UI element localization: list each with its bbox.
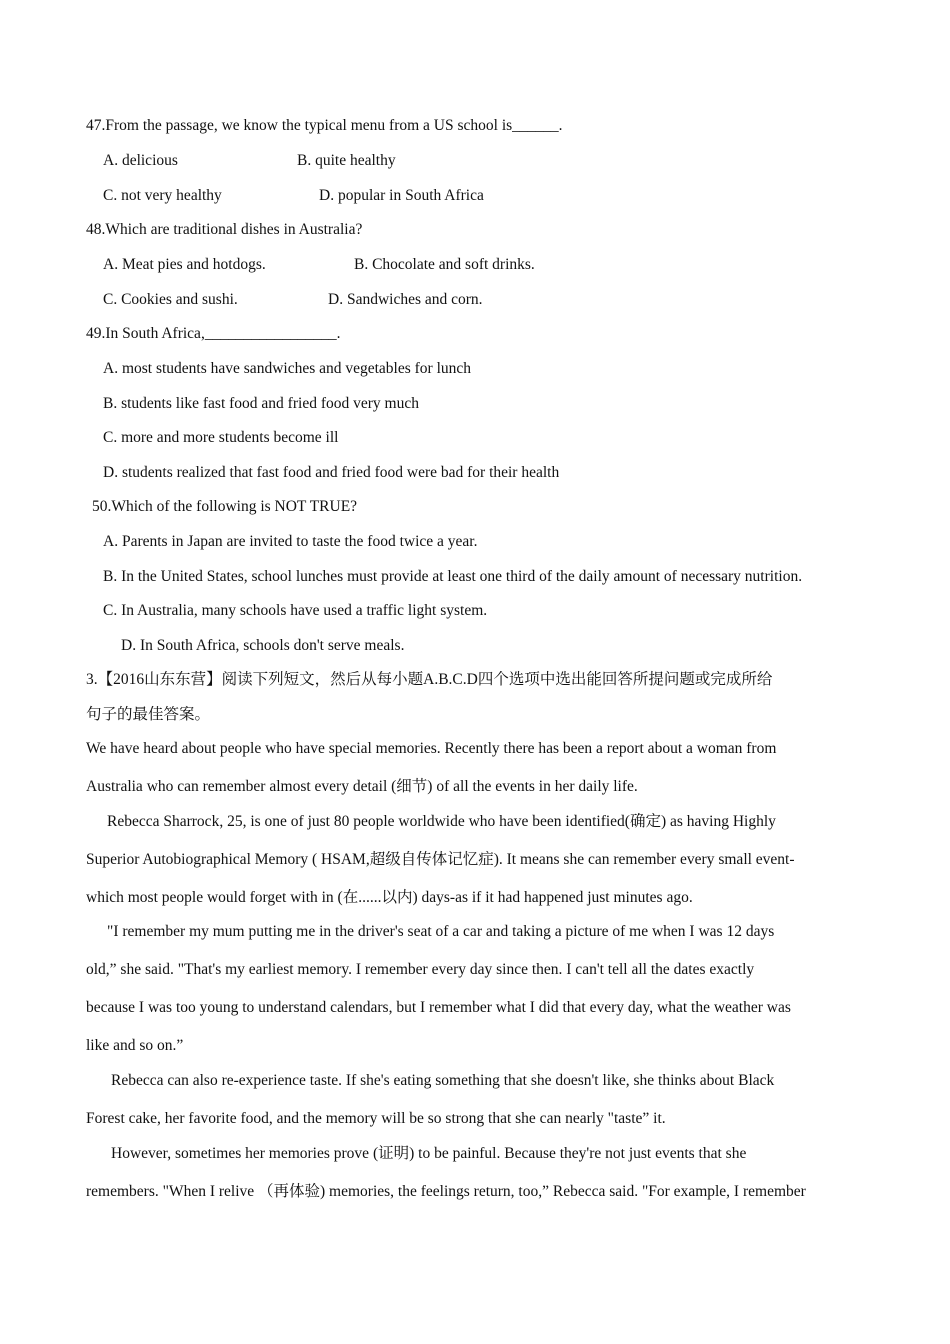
question-47-option-a: A. delicious bbox=[103, 152, 178, 169]
question-49-option-b: B. students like fast food and fried food very much bbox=[103, 395, 419, 412]
question-49-option-c: C. more and more students become ill bbox=[103, 429, 339, 446]
question-48-option-a: A. Meat pies and hotdogs. bbox=[103, 256, 266, 273]
passage-line: Rebecca can also re-experience taste. If she's eating something that she doesn't like, she thinks about Black bbox=[111, 1072, 775, 1089]
passage-line: Rebecca Sharrock, 25, is one of just 80 people worldwide who have been identified(确定) as having Highly bbox=[107, 813, 776, 830]
question-47-option-d: D. popular in South Africa bbox=[319, 187, 484, 204]
section-heading-line-2: 句子的最佳答案。 bbox=[86, 706, 211, 723]
passage-line: Australia who can remember almost every detail (细节) of all the events in her daily life. bbox=[86, 778, 638, 795]
passage-line: old,” she said. "That's my earliest memory. I remember every day since then. I can't tell all the dates exactly bbox=[86, 961, 755, 978]
question-47-option-c: C. not very healthy bbox=[103, 187, 222, 204]
question-50-option-a: A. Parents in Japan are invited to taste the food twice a year. bbox=[103, 533, 478, 550]
question-47-option-b: B. quite healthy bbox=[297, 152, 396, 169]
question-50-stem: 50.Which of the following is NOT TRUE? bbox=[92, 498, 358, 515]
passage-line: which most people would forget with in (在......以内) days-as if it had happened just minutes ago. bbox=[86, 889, 693, 906]
passage-line: like and so on.” bbox=[86, 1037, 184, 1054]
passage-line: However, sometimes her memories prove (证明) to be painful. Because they're not just events that she bbox=[111, 1145, 747, 1162]
question-49-option-d: D. students realized that fast food and fried food were bad for their health bbox=[103, 464, 560, 481]
question-49-option-a: A. most students have sandwiches and vegetables for lunch bbox=[103, 360, 472, 377]
passage-line: because I was too young to understand calendars, but I remember what I did that every day, what the weather was bbox=[86, 999, 791, 1016]
question-50-option-d: D. In South Africa, schools don't serve meals. bbox=[121, 637, 405, 654]
passage-line: We have heard about people who have special memories. Recently there has been a report about a woman from bbox=[86, 740, 777, 757]
question-48-option-b: B. Chocolate and soft drinks. bbox=[354, 256, 535, 273]
passage-line: "I remember my mum putting me in the driver's seat of a car and taking a picture of me when I was 12 days bbox=[107, 923, 775, 940]
question-48-option-c: C. Cookies and sushi. bbox=[103, 291, 238, 308]
question-50-option-b: B. In the United States, school lunches must provide at least one third of the daily amount of necessary nutrition. bbox=[103, 568, 803, 585]
question-47-stem: 47.From the passage, we know the typical menu from a US school is______. bbox=[86, 117, 563, 134]
question-48-stem: 48.Which are traditional dishes in Australia? bbox=[86, 221, 363, 238]
passage-line: Forest cake, her favorite food, and the memory will be so strong that she can nearly "taste” it. bbox=[86, 1110, 666, 1127]
question-49-stem: 49.In South Africa,_________________. bbox=[86, 325, 341, 342]
passage-line: remembers. "When I relive （再体验) memories, the feelings return, too,” Rebecca said. "For example, I remember bbox=[86, 1183, 806, 1200]
section-heading-line-1: 3.【2016山东东营】阅读下列短文，然后从每小题A.B.C.D四个选项中选出能回答所提问题或完成所给 bbox=[86, 671, 773, 688]
question-50-option-c: C. In Australia, many schools have used a traffic light system. bbox=[103, 602, 488, 619]
passage-line: Superior Autobiographical Memory ( HSAM,超级自传体记忆症). It means she can remember every small event- bbox=[86, 851, 795, 868]
question-48-option-d: D. Sandwiches and corn. bbox=[328, 291, 483, 308]
